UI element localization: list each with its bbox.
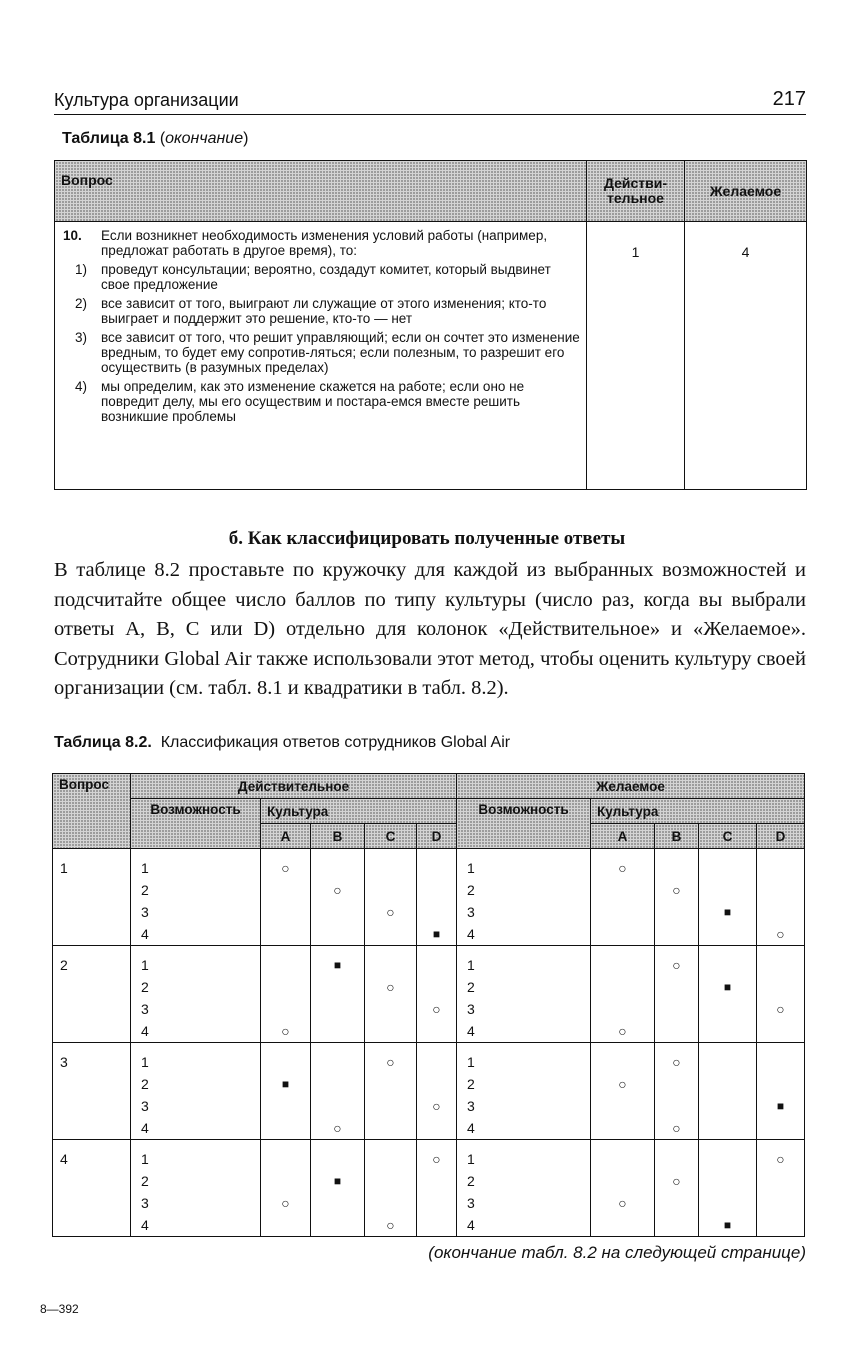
empty-mark bbox=[591, 923, 654, 945]
option-number: 4) bbox=[75, 379, 88, 394]
empty-mark bbox=[311, 976, 364, 998]
empty-mark bbox=[417, 1117, 456, 1139]
table2-caption bbox=[54, 734, 510, 752]
desired-col-b: B bbox=[655, 824, 699, 849]
option-text: мы определим, как это изменение скажется на работе; если оно не повредит делу, мы его осуществим и постара-емся вместе решить возникшие проблемы bbox=[101, 379, 525, 424]
actual-possibility-cell bbox=[131, 946, 261, 1043]
empty-mark bbox=[591, 1051, 654, 1073]
empty-mark bbox=[699, 923, 756, 945]
actual-culture-d-cell bbox=[417, 849, 457, 946]
empty-mark bbox=[655, 1192, 698, 1214]
possibility-number: 4 bbox=[141, 1120, 149, 1136]
empty-mark bbox=[311, 1095, 364, 1117]
actual-col-a: A bbox=[261, 824, 311, 849]
table1-caption-label: Таблица 8.1 bbox=[62, 130, 156, 147]
empty-mark bbox=[757, 1073, 804, 1095]
empty-mark bbox=[417, 879, 456, 901]
section-body: В таблице 8.2 проставьте по кружочку для каждой из выбранных возможностей и подсчитайте общее число баллов по типу культуры (число раз, когда вы выбрали ответы A, B, C или D) отдельно для колонок «Действительное» и «Желаемое». Сотрудники Global Air также использовали этот метод, чтобы оценить культуру своей организации (см. табл. 8.1 и квадратики в табл. 8.2). bbox=[54, 559, 806, 699]
possibility-number: 2 bbox=[141, 979, 149, 995]
empty-mark bbox=[655, 1148, 698, 1170]
desired-culture-a-cell bbox=[591, 1140, 655, 1237]
table2-header-row2 bbox=[53, 799, 805, 824]
empty-mark bbox=[699, 1192, 756, 1214]
circle-mark: ○ bbox=[333, 882, 342, 898]
empty-mark bbox=[417, 901, 456, 923]
possibility-number: 2 bbox=[141, 1173, 149, 1189]
table1-row bbox=[55, 222, 807, 490]
empty-mark bbox=[261, 954, 310, 976]
option-item bbox=[61, 379, 580, 424]
empty-mark bbox=[311, 1192, 364, 1214]
table1 bbox=[54, 160, 807, 490]
actual-culture-a-cell bbox=[261, 1140, 311, 1237]
circle-mark: ○ bbox=[618, 1076, 627, 1092]
actual-col-d: D bbox=[417, 824, 457, 849]
circle-mark: ○ bbox=[281, 860, 290, 876]
empty-mark bbox=[261, 923, 310, 945]
empty-mark bbox=[365, 954, 416, 976]
table1-header-actual bbox=[587, 161, 685, 222]
actual-culture-b-cell bbox=[311, 1043, 365, 1140]
circle-mark: ○ bbox=[618, 1023, 627, 1039]
table-row bbox=[53, 849, 805, 946]
empty-mark bbox=[417, 976, 456, 998]
possibility-number: 2 bbox=[141, 882, 149, 898]
actual-culture-a-cell bbox=[261, 849, 311, 946]
running-title: Культура организации bbox=[54, 90, 239, 110]
empty-mark bbox=[365, 1117, 416, 1139]
possibility-number: 1 bbox=[467, 957, 475, 973]
empty-mark bbox=[757, 879, 804, 901]
table1-header-question: Вопрос bbox=[55, 161, 587, 222]
possibility-number: 1 bbox=[467, 860, 475, 876]
empty-mark bbox=[655, 857, 698, 879]
question-cell bbox=[55, 222, 587, 490]
continuation-note: (окончание табл. 8.2 на следующей странице) bbox=[428, 1243, 806, 1262]
empty-mark bbox=[417, 857, 456, 879]
table2-header-desired: Желаемое bbox=[457, 774, 805, 799]
empty-mark bbox=[365, 857, 416, 879]
possibility-number: 3 bbox=[141, 904, 149, 920]
empty-mark bbox=[311, 1051, 364, 1073]
empty-mark bbox=[261, 879, 310, 901]
actual-culture-b-cell bbox=[311, 946, 365, 1043]
possibility-number: 3 bbox=[141, 1098, 149, 1114]
option-item bbox=[61, 330, 580, 375]
square-mark: ■ bbox=[432, 927, 441, 941]
desired-culture-b-cell bbox=[655, 1140, 699, 1237]
square-mark: ■ bbox=[333, 958, 342, 972]
desired-culture-b-cell bbox=[655, 1043, 699, 1140]
desired-culture-a-cell bbox=[591, 946, 655, 1043]
desired-culture-a-cell bbox=[591, 1043, 655, 1140]
desired-possibility-cell bbox=[457, 1043, 591, 1140]
empty-mark bbox=[757, 1117, 804, 1139]
empty-mark bbox=[417, 1214, 456, 1236]
empty-mark bbox=[591, 901, 654, 923]
square-mark: ■ bbox=[333, 1174, 342, 1188]
table1-header-desired: Желаемое bbox=[685, 161, 807, 222]
square-mark: ■ bbox=[723, 905, 732, 919]
empty-mark bbox=[311, 923, 364, 945]
empty-mark bbox=[365, 998, 416, 1020]
option-text: проведут консультации; вероятно, создадут комитет, который выдвинет свое предложение bbox=[101, 262, 551, 292]
table2-caption-text: Классификация ответов сотрудников Global Air bbox=[160, 734, 511, 751]
empty-mark bbox=[591, 1095, 654, 1117]
empty-mark bbox=[591, 998, 654, 1020]
square-mark: ■ bbox=[776, 1099, 785, 1113]
empty-mark bbox=[261, 1117, 310, 1139]
empty-mark bbox=[699, 1051, 756, 1073]
empty-mark bbox=[365, 1020, 416, 1042]
table-row bbox=[53, 1140, 805, 1237]
actual-culture-c-cell bbox=[365, 946, 417, 1043]
actual-culture-d-cell bbox=[417, 1140, 457, 1237]
empty-mark bbox=[655, 976, 698, 998]
desired-culture-d-cell bbox=[757, 1043, 805, 1140]
table1-caption-note: окончание bbox=[165, 130, 244, 147]
possibility-number: 1 bbox=[141, 1151, 149, 1167]
circle-mark: ○ bbox=[333, 1120, 342, 1136]
empty-mark bbox=[417, 1020, 456, 1042]
empty-mark bbox=[311, 857, 364, 879]
possibility-number: 2 bbox=[467, 1173, 475, 1189]
empty-mark bbox=[261, 1214, 310, 1236]
actual-culture-c-cell bbox=[365, 849, 417, 946]
circle-mark: ○ bbox=[672, 1054, 681, 1070]
circle-mark: ○ bbox=[386, 904, 395, 920]
desired-culture-b-cell bbox=[655, 849, 699, 946]
actual-culture-b-cell bbox=[311, 849, 365, 946]
possibility-number: 3 bbox=[467, 904, 475, 920]
option-number: 2) bbox=[75, 296, 88, 311]
table2-caption-label: Таблица 8.2. bbox=[54, 734, 152, 751]
actual-possibility-cell bbox=[131, 1140, 261, 1237]
circle-mark: ○ bbox=[618, 860, 627, 876]
empty-mark bbox=[699, 1020, 756, 1042]
empty-mark bbox=[591, 1117, 654, 1139]
empty-mark bbox=[311, 998, 364, 1020]
printer-signature: 8—392 bbox=[40, 1302, 79, 1316]
empty-mark bbox=[591, 954, 654, 976]
desired-value: 4 bbox=[685, 222, 807, 490]
desired-possibility-cell bbox=[457, 946, 591, 1043]
circle-mark: ○ bbox=[776, 926, 785, 942]
question-number-cell: 3 bbox=[53, 1043, 131, 1140]
table2 bbox=[52, 773, 805, 1237]
possibility-number: 1 bbox=[141, 1054, 149, 1070]
empty-mark bbox=[261, 1051, 310, 1073]
circle-mark: ○ bbox=[618, 1195, 627, 1211]
empty-mark bbox=[591, 1214, 654, 1236]
table1-caption: Таблица 8.1 (окончание) bbox=[62, 130, 249, 147]
actual-culture-header: Культура bbox=[261, 799, 457, 824]
possibility-number: 3 bbox=[467, 1195, 475, 1211]
empty-mark bbox=[655, 1214, 698, 1236]
question-body: Если возникнет необходимость изменения условий работы (например, предложат работать в другое время), то: bbox=[101, 228, 548, 258]
possibility-number: 3 bbox=[467, 1001, 475, 1017]
option-number: 3) bbox=[75, 330, 88, 345]
empty-mark bbox=[699, 998, 756, 1020]
empty-mark bbox=[261, 901, 310, 923]
possibility-number: 1 bbox=[141, 957, 149, 973]
empty-mark bbox=[699, 1148, 756, 1170]
actual-value: 1 bbox=[587, 222, 685, 490]
empty-mark bbox=[365, 879, 416, 901]
actual-culture-b-cell bbox=[311, 1140, 365, 1237]
option-item bbox=[61, 296, 580, 326]
empty-mark bbox=[365, 1148, 416, 1170]
question-number-cell: 1 bbox=[53, 849, 131, 946]
question-number: 10. bbox=[63, 228, 82, 243]
page-number: 217 bbox=[772, 88, 806, 110]
option-text: все зависит от того, что решит управляющий; если он сочтет это изменение вредным, то будет ему сопротив-ляться; если полезным, то разрешит его осуществить (в разумных пределах) bbox=[101, 330, 580, 375]
desired-possibility-header: Возможность bbox=[457, 799, 591, 849]
square-mark: ■ bbox=[723, 980, 732, 994]
circle-mark: ○ bbox=[776, 1151, 785, 1167]
table-row bbox=[53, 1043, 805, 1140]
empty-mark bbox=[417, 1051, 456, 1073]
empty-mark bbox=[699, 954, 756, 976]
empty-mark bbox=[417, 1192, 456, 1214]
empty-mark bbox=[699, 879, 756, 901]
desired-culture-b-cell bbox=[655, 946, 699, 1043]
empty-mark bbox=[757, 954, 804, 976]
empty-mark bbox=[757, 901, 804, 923]
empty-mark bbox=[311, 1020, 364, 1042]
square-mark: ■ bbox=[723, 1218, 732, 1232]
empty-mark bbox=[655, 901, 698, 923]
possibility-number: 4 bbox=[467, 926, 475, 942]
circle-mark: ○ bbox=[672, 957, 681, 973]
actual-culture-c-cell bbox=[365, 1043, 417, 1140]
possibility-number: 3 bbox=[467, 1098, 475, 1114]
table2-header-actual: Действительное bbox=[131, 774, 457, 799]
empty-mark bbox=[699, 1170, 756, 1192]
desired-possibility-cell bbox=[457, 1140, 591, 1237]
circle-mark: ○ bbox=[432, 1151, 441, 1167]
table2-header-question: Вопрос bbox=[53, 774, 131, 849]
empty-mark bbox=[655, 1073, 698, 1095]
empty-mark bbox=[365, 1170, 416, 1192]
possibility-number: 2 bbox=[467, 882, 475, 898]
circle-mark: ○ bbox=[386, 979, 395, 995]
table-row bbox=[53, 946, 805, 1043]
circle-mark: ○ bbox=[281, 1195, 290, 1211]
desired-col-c: C bbox=[699, 824, 757, 849]
possibility-number: 4 bbox=[141, 926, 149, 942]
actual-culture-c-cell bbox=[365, 1140, 417, 1237]
empty-mark bbox=[365, 1073, 416, 1095]
empty-mark bbox=[757, 1192, 804, 1214]
running-header bbox=[54, 88, 806, 115]
empty-mark bbox=[417, 1073, 456, 1095]
empty-mark bbox=[655, 998, 698, 1020]
actual-col-b: B bbox=[311, 824, 365, 849]
actual-culture-d-cell bbox=[417, 946, 457, 1043]
empty-mark bbox=[591, 1170, 654, 1192]
section-title: б. Как классифицировать полученные ответы bbox=[228, 528, 626, 549]
table2-header-row1 bbox=[53, 774, 805, 799]
empty-mark bbox=[699, 1095, 756, 1117]
empty-mark bbox=[757, 1051, 804, 1073]
empty-mark bbox=[311, 1073, 364, 1095]
question-number-cell: 4 bbox=[53, 1140, 131, 1237]
desired-culture-a-cell bbox=[591, 849, 655, 946]
desired-culture-c-cell bbox=[699, 1043, 757, 1140]
actual-possibility-header: Возможность bbox=[131, 799, 261, 849]
desired-culture-d-cell bbox=[757, 946, 805, 1043]
square-mark: ■ bbox=[281, 1077, 290, 1091]
circle-mark: ○ bbox=[281, 1023, 290, 1039]
empty-mark bbox=[757, 976, 804, 998]
empty-mark bbox=[591, 976, 654, 998]
circle-mark: ○ bbox=[432, 1001, 441, 1017]
possibility-number: 2 bbox=[467, 1076, 475, 1092]
question-text bbox=[61, 228, 580, 258]
circle-mark: ○ bbox=[776, 1001, 785, 1017]
possibility-number: 4 bbox=[141, 1023, 149, 1039]
empty-mark bbox=[591, 879, 654, 901]
empty-mark bbox=[655, 923, 698, 945]
circle-mark: ○ bbox=[672, 1173, 681, 1189]
empty-mark bbox=[261, 998, 310, 1020]
possibility-number: 1 bbox=[141, 860, 149, 876]
desired-culture-header: Культура bbox=[591, 799, 805, 824]
empty-mark bbox=[365, 1095, 416, 1117]
circle-mark: ○ bbox=[386, 1217, 395, 1233]
question-number-cell: 2 bbox=[53, 946, 131, 1043]
empty-mark bbox=[655, 1020, 698, 1042]
desired-culture-d-cell bbox=[757, 1140, 805, 1237]
desired-col-a: A bbox=[591, 824, 655, 849]
possibility-number: 4 bbox=[467, 1023, 475, 1039]
empty-mark bbox=[311, 1214, 364, 1236]
possibility-number: 4 bbox=[467, 1217, 475, 1233]
empty-mark bbox=[311, 1148, 364, 1170]
table2-body bbox=[53, 849, 805, 1237]
empty-mark bbox=[261, 1095, 310, 1117]
empty-mark bbox=[655, 1095, 698, 1117]
circle-mark: ○ bbox=[672, 1120, 681, 1136]
empty-mark bbox=[261, 1170, 310, 1192]
actual-culture-a-cell bbox=[261, 1043, 311, 1140]
empty-mark bbox=[757, 1170, 804, 1192]
empty-mark bbox=[699, 857, 756, 879]
actual-possibility-cell bbox=[131, 849, 261, 946]
actual-col-c: C bbox=[365, 824, 417, 849]
circle-mark: ○ bbox=[386, 1054, 395, 1070]
desired-culture-c-cell bbox=[699, 946, 757, 1043]
possibility-number: 4 bbox=[467, 1120, 475, 1136]
desired-col-d: D bbox=[757, 824, 805, 849]
empty-mark bbox=[365, 923, 416, 945]
possibility-number: 2 bbox=[141, 1076, 149, 1092]
desired-culture-c-cell bbox=[699, 1140, 757, 1237]
empty-mark bbox=[311, 901, 364, 923]
empty-mark bbox=[757, 1214, 804, 1236]
empty-mark bbox=[261, 1148, 310, 1170]
empty-mark bbox=[417, 954, 456, 976]
actual-culture-a-cell bbox=[261, 946, 311, 1043]
empty-mark bbox=[699, 1073, 756, 1095]
empty-mark bbox=[365, 1192, 416, 1214]
actual-possibility-cell bbox=[131, 1043, 261, 1140]
options-list bbox=[61, 262, 580, 424]
possibility-number: 2 bbox=[467, 979, 475, 995]
empty-mark bbox=[261, 976, 310, 998]
possibility-number: 1 bbox=[467, 1054, 475, 1070]
circle-mark: ○ bbox=[672, 882, 681, 898]
table1-header-row bbox=[55, 161, 807, 222]
option-number: 1) bbox=[75, 262, 88, 277]
possibility-number: 4 bbox=[141, 1217, 149, 1233]
circle-mark: ○ bbox=[432, 1098, 441, 1114]
actual-culture-d-cell bbox=[417, 1043, 457, 1140]
empty-mark bbox=[417, 1170, 456, 1192]
empty-mark bbox=[699, 1117, 756, 1139]
option-text: все зависит от того, выиграют ли служащие от этого изменения; кто-то выиграет и поддержит это решение, кто-то — нет bbox=[101, 296, 547, 326]
possibility-number: 3 bbox=[141, 1195, 149, 1211]
desired-culture-d-cell bbox=[757, 849, 805, 946]
desired-culture-c-cell bbox=[699, 849, 757, 946]
empty-mark bbox=[757, 1020, 804, 1042]
table1-header-actual-l1: Действи- bbox=[603, 175, 668, 191]
desired-possibility-cell bbox=[457, 849, 591, 946]
empty-mark bbox=[757, 857, 804, 879]
table1-header-actual-l2: тельное bbox=[607, 190, 664, 206]
option-item bbox=[61, 262, 580, 292]
possibility-number: 1 bbox=[467, 1151, 475, 1167]
possibility-number: 3 bbox=[141, 1001, 149, 1017]
empty-mark bbox=[591, 1148, 654, 1170]
